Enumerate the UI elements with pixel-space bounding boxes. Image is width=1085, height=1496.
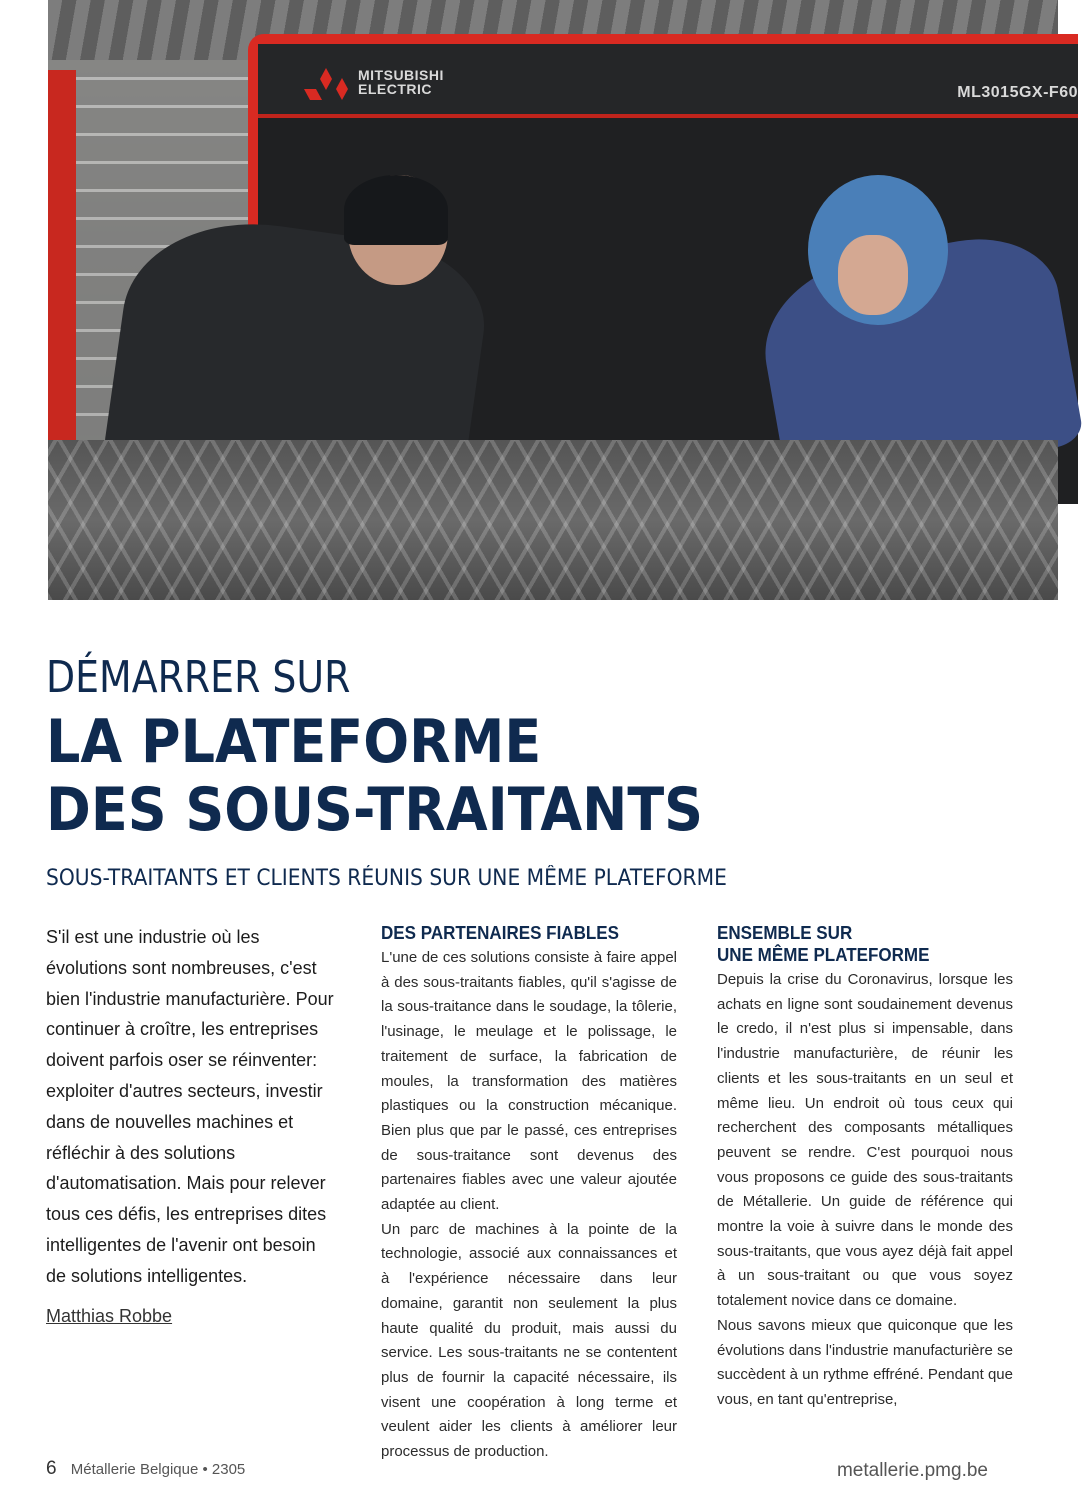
section-partners-heading: DES PARTENAIRES FIABLES [381,922,619,943]
section-partners [381,922,677,1465]
title-kicker: DÉMARRER SUR [46,652,351,703]
mitsubishi-logo-icon [304,66,348,106]
section-platform-paragraph-2: Nous savons mieux que quiconque que les évolutions dans l'industrie manufacturière se succèdent à un rythme effréné. Pendant que vous, en tant qu'entreprise, [717,1316,1013,1408]
section-platform-heading [717,922,989,966]
section-partners-paragraph-2: Un parc de machines à la pointe de la technologie, associé aux connaissances et à l'expérience nécessaire dans leur domaine, garantit non seulement la plus haute qualité du produit, mais aussi du service. Les sous-traitants ne se contentent plus de fournir la capacité nécessaire, ils visent une coopération à long terme et veulent aider les clients à améliorer leur processus de production. [381,1220,677,1461]
metal-grating-sheet [48,440,1058,600]
section-platform-heading-line-2: UNE MÊME PLATEFORME [717,944,930,965]
worker-left-beanie [344,175,448,245]
publication-name: Métallerie Belgique • 2305 [70,1461,246,1478]
machine-header-band [258,44,1078,118]
intro-text: S'il est une industrie où les évolutions sont nombreuses, c'est bien l'industrie manufacturière. Pour continuer à croître, les entreprises doivent parfois oser se réinventer: exploiter d'autres secteurs, investir dans de nouvelles machines et réfléchir à des solutions d'automatisation. Mais pour relever tous ces défis, les entreprises dites intelligentes de l'avenir ont besoin de solutions intelligentes. [46,927,334,1286]
title-line-1: LA PLATEFORME [46,707,542,777]
section-platform-paragraph-1: Depuis la crise du Coronavirus, lorsque les achats en ligne sont soudainement devenus le credo, il n'est plus si impensable, dans l'industrie manufacturière, de réunir les clients et les sous-traitants en un seul et même lieu. Un endroit où tous ceux qui recherchent des composants métalliques peuvent se rendre. C'est pourquoi nous vous proposons ce guide des sous-traitants de Métallerie. Un guide de référence qui montre la voie à suivre dans le monde des sous-traitants, que vous ayez déjà fait appel à un sous-traitant ou que vous soyez totalement novice dans ce domaine. [717,971,1013,1310]
author-link[interactable]: Matthias Robbe [46,1305,173,1326]
section-platform-heading-line-1: ENSEMBLE SUR [717,922,853,943]
section-platform [717,922,1013,1413]
machine-model-text: ML3015GX-F60 [957,84,1078,101]
footer-publication [46,1458,245,1480]
article-subtitle: SOUS-TRAITANTS ET CLIENTS RÉUNIS SUR UNE MÊME PLATEFORME [46,866,727,891]
section-partners-paragraph-1: L'une de ces solutions consiste à faire appel à des sous-traitants fiables, qu'il s'agisse de la sous-traitance dans le soudage, la tôlerie, l'usinage, le meulage et le polissage, le traitement de surface, la fabrication de moules, la transformation des matières plastiques ou la construction mécanique. Bien plus que par le passé, ces entreprises de sous-traitance sont devenus des partenaires fiables avec une valeur ajoutée adaptée au client. [381,949,677,1214]
brand-text: MITSUBISHI ELECTRIC [358,67,444,97]
page-title [46,708,703,844]
page-number: 6 [46,1458,57,1479]
footer-website-link[interactable]: metallerie.pmg.be [836,1460,988,1481]
intro-column [46,922,336,1327]
hero-photo [48,0,1078,599]
title-line-2: DES SOUS-TRAITANTS [46,775,704,845]
worker-right-face [838,235,908,315]
